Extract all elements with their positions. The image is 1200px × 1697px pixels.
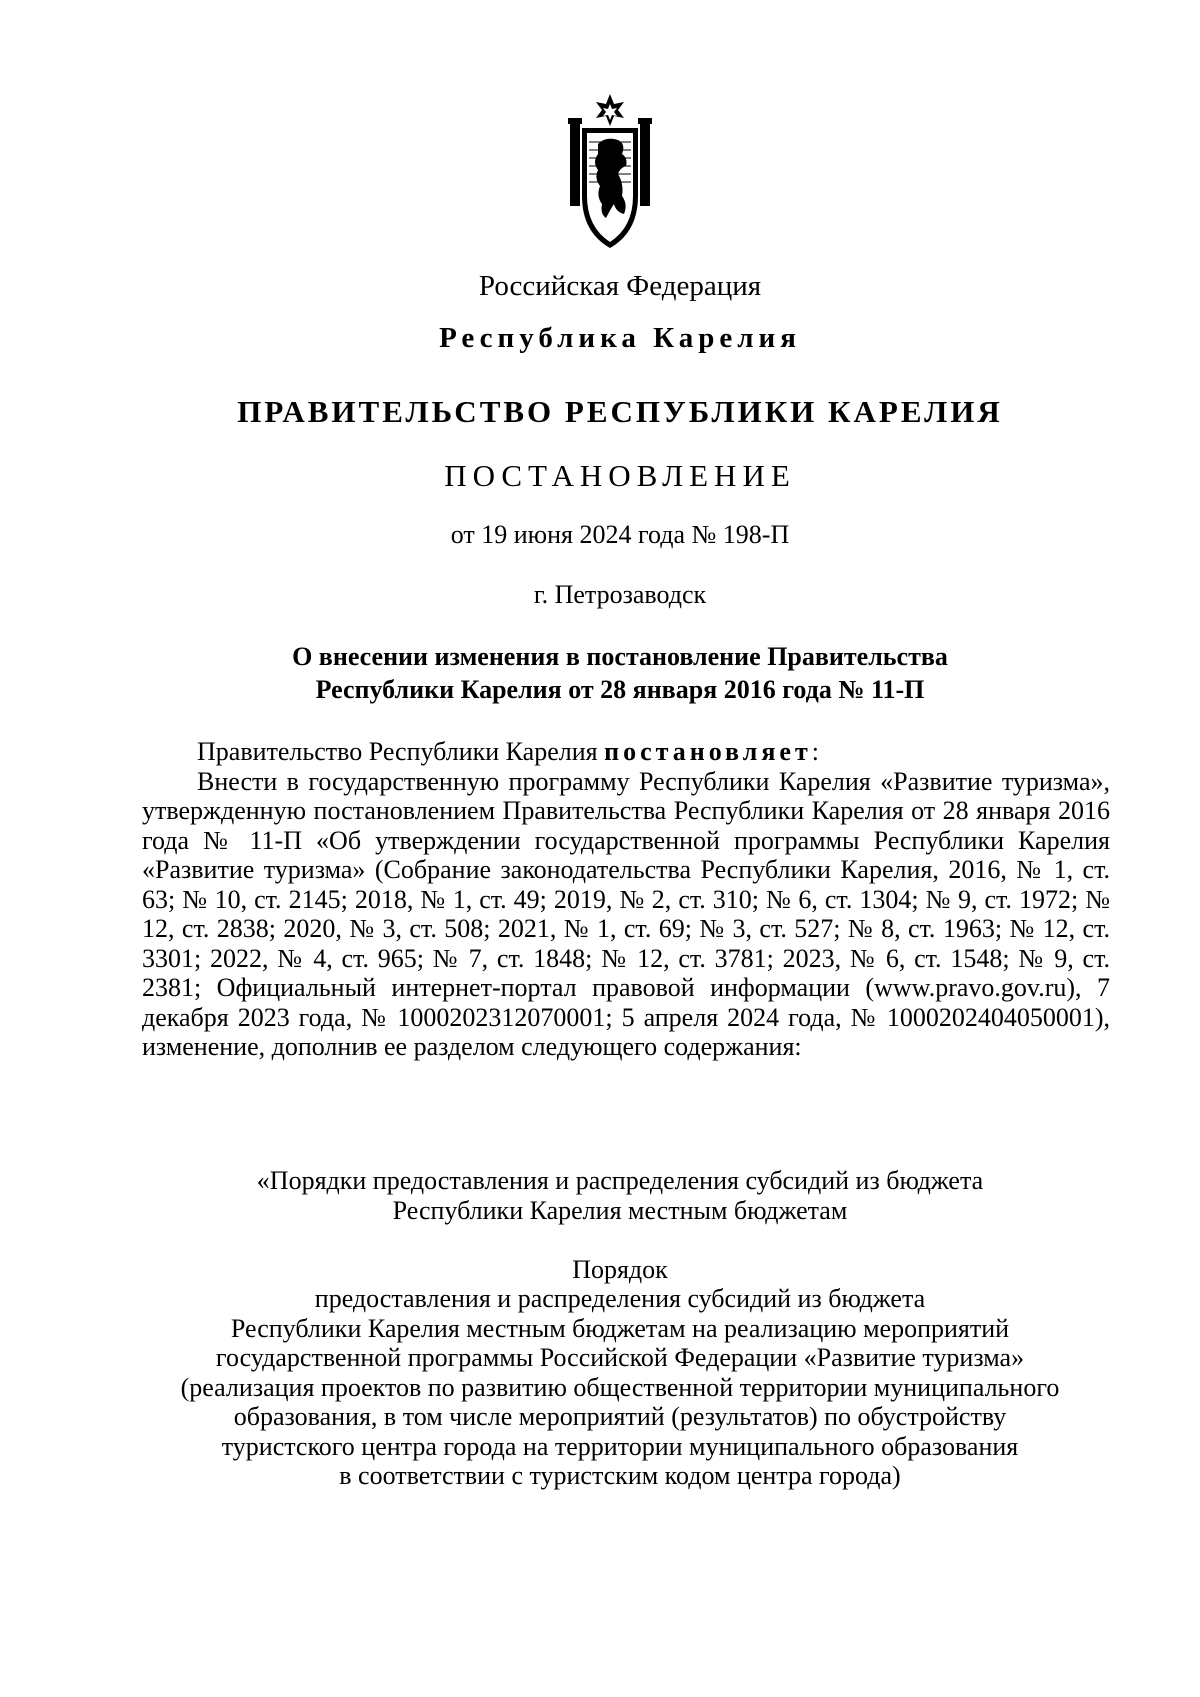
section-title bbox=[0, 1166, 1200, 1225]
intro-suffix: : bbox=[811, 737, 819, 766]
document-title-line-2: Республики Карелия от 28 января 2016 года № 11-П bbox=[315, 675, 925, 704]
intro-line bbox=[142, 737, 1110, 767]
document-date-number: от 19 июня 2024 года № 198-П bbox=[450, 520, 790, 549]
republic-name: Республика Карелия bbox=[439, 322, 801, 354]
order-line: образования, в том числе мероприятий (результатов) по обустройству bbox=[233, 1402, 1007, 1431]
order-line: (реализация проектов по развитию общественной территории муниципального bbox=[180, 1372, 1060, 1402]
order-line: туристского центра города на территории муниципального образования bbox=[221, 1431, 1019, 1461]
document-body bbox=[142, 737, 1110, 1062]
order-description bbox=[0, 1284, 1200, 1491]
order-line: в соответствии с туристским кодом центра города) bbox=[339, 1461, 901, 1490]
order-line: государственной программы Российской Федерации «Развитие туризма» bbox=[215, 1343, 1025, 1372]
government-name: ПРАВИТЕЛЬСТВО РЕСПУБЛИКИ КАРЕЛИЯ bbox=[237, 394, 1003, 429]
order-line: Республики Карелия местным бюджетам на реализацию мероприятий bbox=[230, 1313, 1010, 1343]
document-type: ПОСТАНОВЛЕНИЕ bbox=[444, 458, 796, 493]
section-title-line-1: «Порядки предоставления и распределения субсидий из бюджета bbox=[256, 1166, 984, 1195]
karelia-coat-of-arms-icon bbox=[562, 92, 658, 250]
document-title-line-1: О внесении изменения в постановление Правительства bbox=[292, 642, 948, 671]
intro-keyword: постановляет bbox=[604, 737, 812, 766]
country-name: Российская Федерация bbox=[478, 270, 762, 302]
section-title-line-2: Республики Карелия местным бюджетам bbox=[392, 1195, 848, 1225]
intro-prefix: Правительство Республики Карелия bbox=[197, 737, 605, 766]
document-title bbox=[0, 640, 1200, 706]
main-paragraph: Внести в государственную программу Республики Карелия «Развитие туризма», утвержденную постановлением Правительства Республики Карелия от 28 января 2016 года № 11-П «Об утверждении государственной программы Республики Карелия «Развитие туризма» (Собрание законодательства Республики Карелия, 2016, № 1, ст. 63; № 10, ст. 2145; 2018, № 1, ст. 49; 2019, № 2, ст. 310; № 6, ст. 1304; № 9, ст. 1972; № 12, ст. 2838; 2020, № 3, ст. 508; 2021, № 1, ст. 69; № 3, ст. 527; № 8, ст. 1963; № 12, ст. 3301; 2022, № 4, ст. 965; № 7, ст. 1848; № 12, ст. 3781; 2023, № 6, ст. 1548; № 9, ст. 2381; Официальный интернет-портал правовой информации (www.pravo.gov.ru), 7 декабря 2023 года, № 1000202312070001; 5 апреля 2024 года, № 1000202404050001), изменение, дополнив ее разделом следующего содержания: bbox=[142, 766, 1110, 1061]
order-line: предоставления и распределения субсидий из бюджета bbox=[314, 1284, 926, 1313]
order-heading: Порядок bbox=[572, 1255, 668, 1284]
document-city: г. Петрозаводск bbox=[533, 580, 707, 609]
